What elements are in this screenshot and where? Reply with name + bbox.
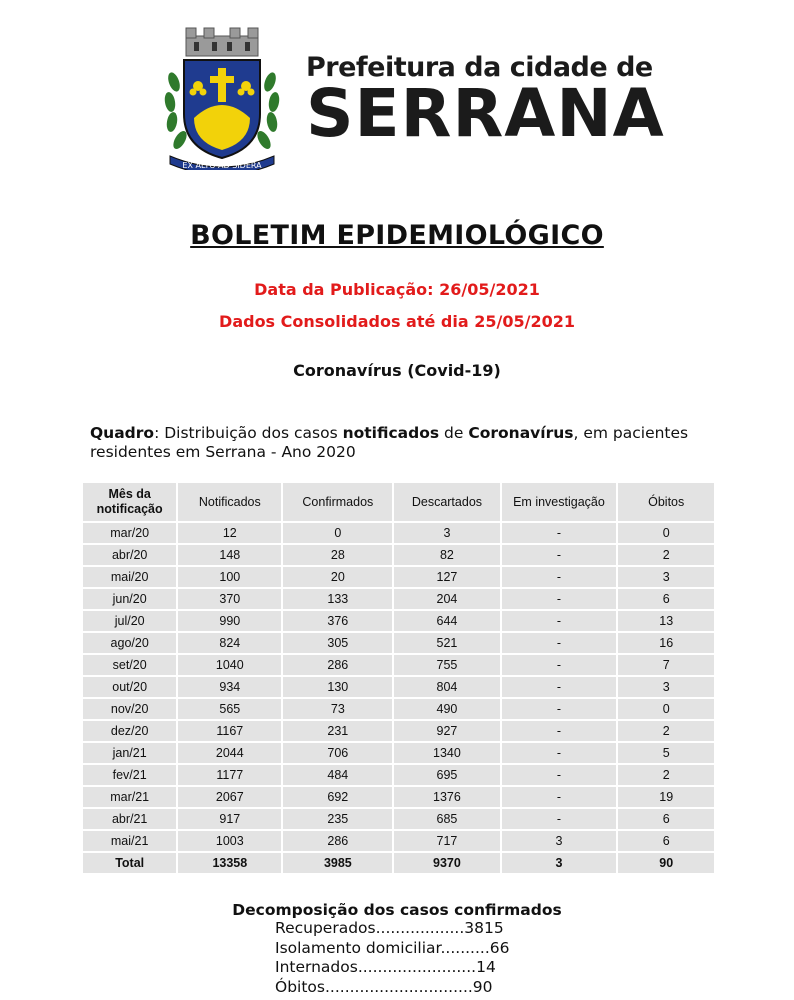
table-cell: -: [502, 567, 619, 589]
column-header: Notificados: [178, 483, 283, 523]
decomposition-item: Isolamento domiciliar..........66: [275, 938, 510, 957]
table-cell: mai/20: [83, 567, 178, 589]
table-cell: 3: [502, 831, 619, 853]
table-cell: -: [502, 743, 619, 765]
table-cell: abr/20: [83, 545, 178, 567]
table-row: [83, 655, 716, 677]
table-cell: 490: [394, 699, 501, 721]
column-header: Mês da notificação: [83, 483, 178, 523]
table-cell: 286: [283, 831, 394, 853]
table-cell: 1040: [178, 655, 283, 677]
table-cell: -: [502, 765, 619, 787]
table-cell: 16: [618, 633, 716, 655]
table-cell: 755: [394, 655, 501, 677]
table-cell: nov/20: [83, 699, 178, 721]
caption-bold-1: notificados: [342, 424, 440, 442]
table-cell: 73: [283, 699, 394, 721]
table-cell: mar/20: [83, 523, 178, 545]
brand-name: [306, 52, 665, 152]
table-cell: 1167: [178, 721, 283, 743]
column-header: Confirmados: [283, 483, 394, 523]
table-cell: 6: [618, 809, 716, 831]
table-cell: 521: [394, 633, 501, 655]
table-cell: 685: [394, 809, 501, 831]
total-cell: 3985: [283, 853, 394, 875]
table-cell: 692: [283, 787, 394, 809]
document-title: BOLETIM EPIDEMIOLÓGICO: [190, 220, 604, 251]
decomposition-item: Óbitos..............................90: [275, 977, 493, 996]
table-row: [83, 831, 716, 853]
table-cell: 148: [178, 545, 283, 567]
table-cell: jul/20: [83, 611, 178, 633]
total-cell: 3: [502, 853, 619, 875]
table-cell: -: [502, 787, 619, 809]
table-cell: 2: [618, 765, 716, 787]
table-cell: 130: [283, 677, 394, 699]
table-cell: -: [502, 523, 619, 545]
table-cell: fev/21: [83, 765, 178, 787]
table-row: [83, 589, 716, 611]
table-cell: 1003: [178, 831, 283, 853]
total-cell: 90: [618, 853, 716, 875]
table-cell: -: [502, 699, 619, 721]
table-cell: 127: [394, 567, 501, 589]
table-cell: 13: [618, 611, 716, 633]
total-cell: 9370: [394, 853, 501, 875]
table-cell: 3: [394, 523, 501, 545]
table-cell: -: [502, 545, 619, 567]
table-cell: 2: [618, 545, 716, 567]
table-cell: 644: [394, 611, 501, 633]
table-cell: 824: [178, 633, 283, 655]
consolidated-date: Dados Consolidados até dia 25/05/2021: [219, 312, 575, 331]
table-cell: jan/21: [83, 743, 178, 765]
table-cell: dez/20: [83, 721, 178, 743]
table-cell: 6: [618, 831, 716, 853]
caption-part-1: : Distribuição dos casos: [154, 424, 343, 442]
table-cell: set/20: [83, 655, 178, 677]
table-row: [83, 545, 716, 567]
table-cell: 100: [178, 567, 283, 589]
caption-part-2: de: [439, 424, 469, 442]
table-cell: 3: [618, 677, 716, 699]
table-caption: [90, 424, 730, 462]
table-cell: 0: [618, 699, 716, 721]
subject-heading: Coronavírus (Covid-19): [293, 361, 501, 380]
table-body: [83, 523, 716, 853]
caption-bold-2: Coronavírus: [468, 424, 574, 442]
table-cell: 20: [283, 567, 394, 589]
table-row: [83, 743, 716, 765]
table-cell: 695: [394, 765, 501, 787]
table-cell: 235: [283, 809, 394, 831]
total-cell: Total: [83, 853, 178, 875]
decomposition-title: Decomposição dos casos confirmados: [232, 901, 562, 919]
table-cell: 2044: [178, 743, 283, 765]
table-cell: 12: [178, 523, 283, 545]
table-cell: 804: [394, 677, 501, 699]
table-cell: 0: [618, 523, 716, 545]
table-cell: 1340: [394, 743, 501, 765]
table-cell: -: [502, 721, 619, 743]
table-cell: -: [502, 633, 619, 655]
table-cell: 5: [618, 743, 716, 765]
table-cell: 376: [283, 611, 394, 633]
table-cell: -: [502, 589, 619, 611]
table-row: [83, 677, 716, 699]
caption-prefix: Quadro: [90, 424, 155, 442]
cases-table: [83, 483, 716, 875]
column-header: Descartados: [394, 483, 501, 523]
table-cell: 6: [618, 589, 716, 611]
table-row: [83, 699, 716, 721]
decomposition-list: [275, 919, 545, 997]
table-cell: 204: [394, 589, 501, 611]
table-cell: 717: [394, 831, 501, 853]
table-cell: 7: [618, 655, 716, 677]
column-header: Óbitos: [618, 483, 716, 523]
table-cell: -: [502, 611, 619, 633]
table-row: [83, 567, 716, 589]
table-total-row: [83, 853, 716, 875]
publication-date: Data da Publicação: 26/05/2021: [254, 280, 540, 299]
table-cell: 927: [394, 721, 501, 743]
table-row: [83, 787, 716, 809]
table-row: [83, 765, 716, 787]
table-cell: 2: [618, 721, 716, 743]
table-cell: 3: [618, 567, 716, 589]
table-cell: 370: [178, 589, 283, 611]
table-cell: mai/21: [83, 831, 178, 853]
table-row: [83, 809, 716, 831]
table-cell: 82: [394, 545, 501, 567]
table-cell: ago/20: [83, 633, 178, 655]
table-row: [83, 721, 716, 743]
table-cell: abr/21: [83, 809, 178, 831]
coat-of-arms-icon: [160, 22, 284, 170]
table-header-row: [83, 483, 716, 523]
table-cell: 231: [283, 721, 394, 743]
table-row: [83, 611, 716, 633]
table-cell: jun/20: [83, 589, 178, 611]
table-cell: -: [502, 809, 619, 831]
table-cell: 28: [283, 545, 394, 567]
table-cell: -: [502, 655, 619, 677]
table-cell: 133: [283, 589, 394, 611]
table-cell: 2067: [178, 787, 283, 809]
decomposition-item: Recuperados..................3815: [275, 919, 504, 937]
column-header: Em investigação: [502, 483, 619, 523]
table-cell: 565: [178, 699, 283, 721]
decomposition-item: Internados........................14: [275, 958, 496, 976]
table-cell: -: [502, 677, 619, 699]
table-cell: 990: [178, 611, 283, 633]
table-cell: 484: [283, 765, 394, 787]
table-cell: 917: [178, 809, 283, 831]
brand-line-2: SERRANA: [306, 75, 665, 152]
caption-part-3: , em pacientes residentes em Serrana - Ano 2020: [90, 424, 689, 461]
table-cell: 934: [178, 677, 283, 699]
table-cell: 286: [283, 655, 394, 677]
brand-line-1: Prefeitura da cidade de: [306, 52, 653, 83]
table-cell: 0: [283, 523, 394, 545]
table-cell: 1177: [178, 765, 283, 787]
table-cell: out/20: [83, 677, 178, 699]
table-cell: mar/21: [83, 787, 178, 809]
table-row: [83, 633, 716, 655]
header: [160, 22, 665, 172]
table-row: [83, 523, 716, 545]
table-cell: 1376: [394, 787, 501, 809]
table-cell: 19: [618, 787, 716, 809]
logo-motto: EX ALTO AD SIDERA: [182, 161, 262, 170]
total-cell: 13358: [178, 853, 283, 875]
table-cell: 305: [283, 633, 394, 655]
table-cell: 706: [283, 743, 394, 765]
